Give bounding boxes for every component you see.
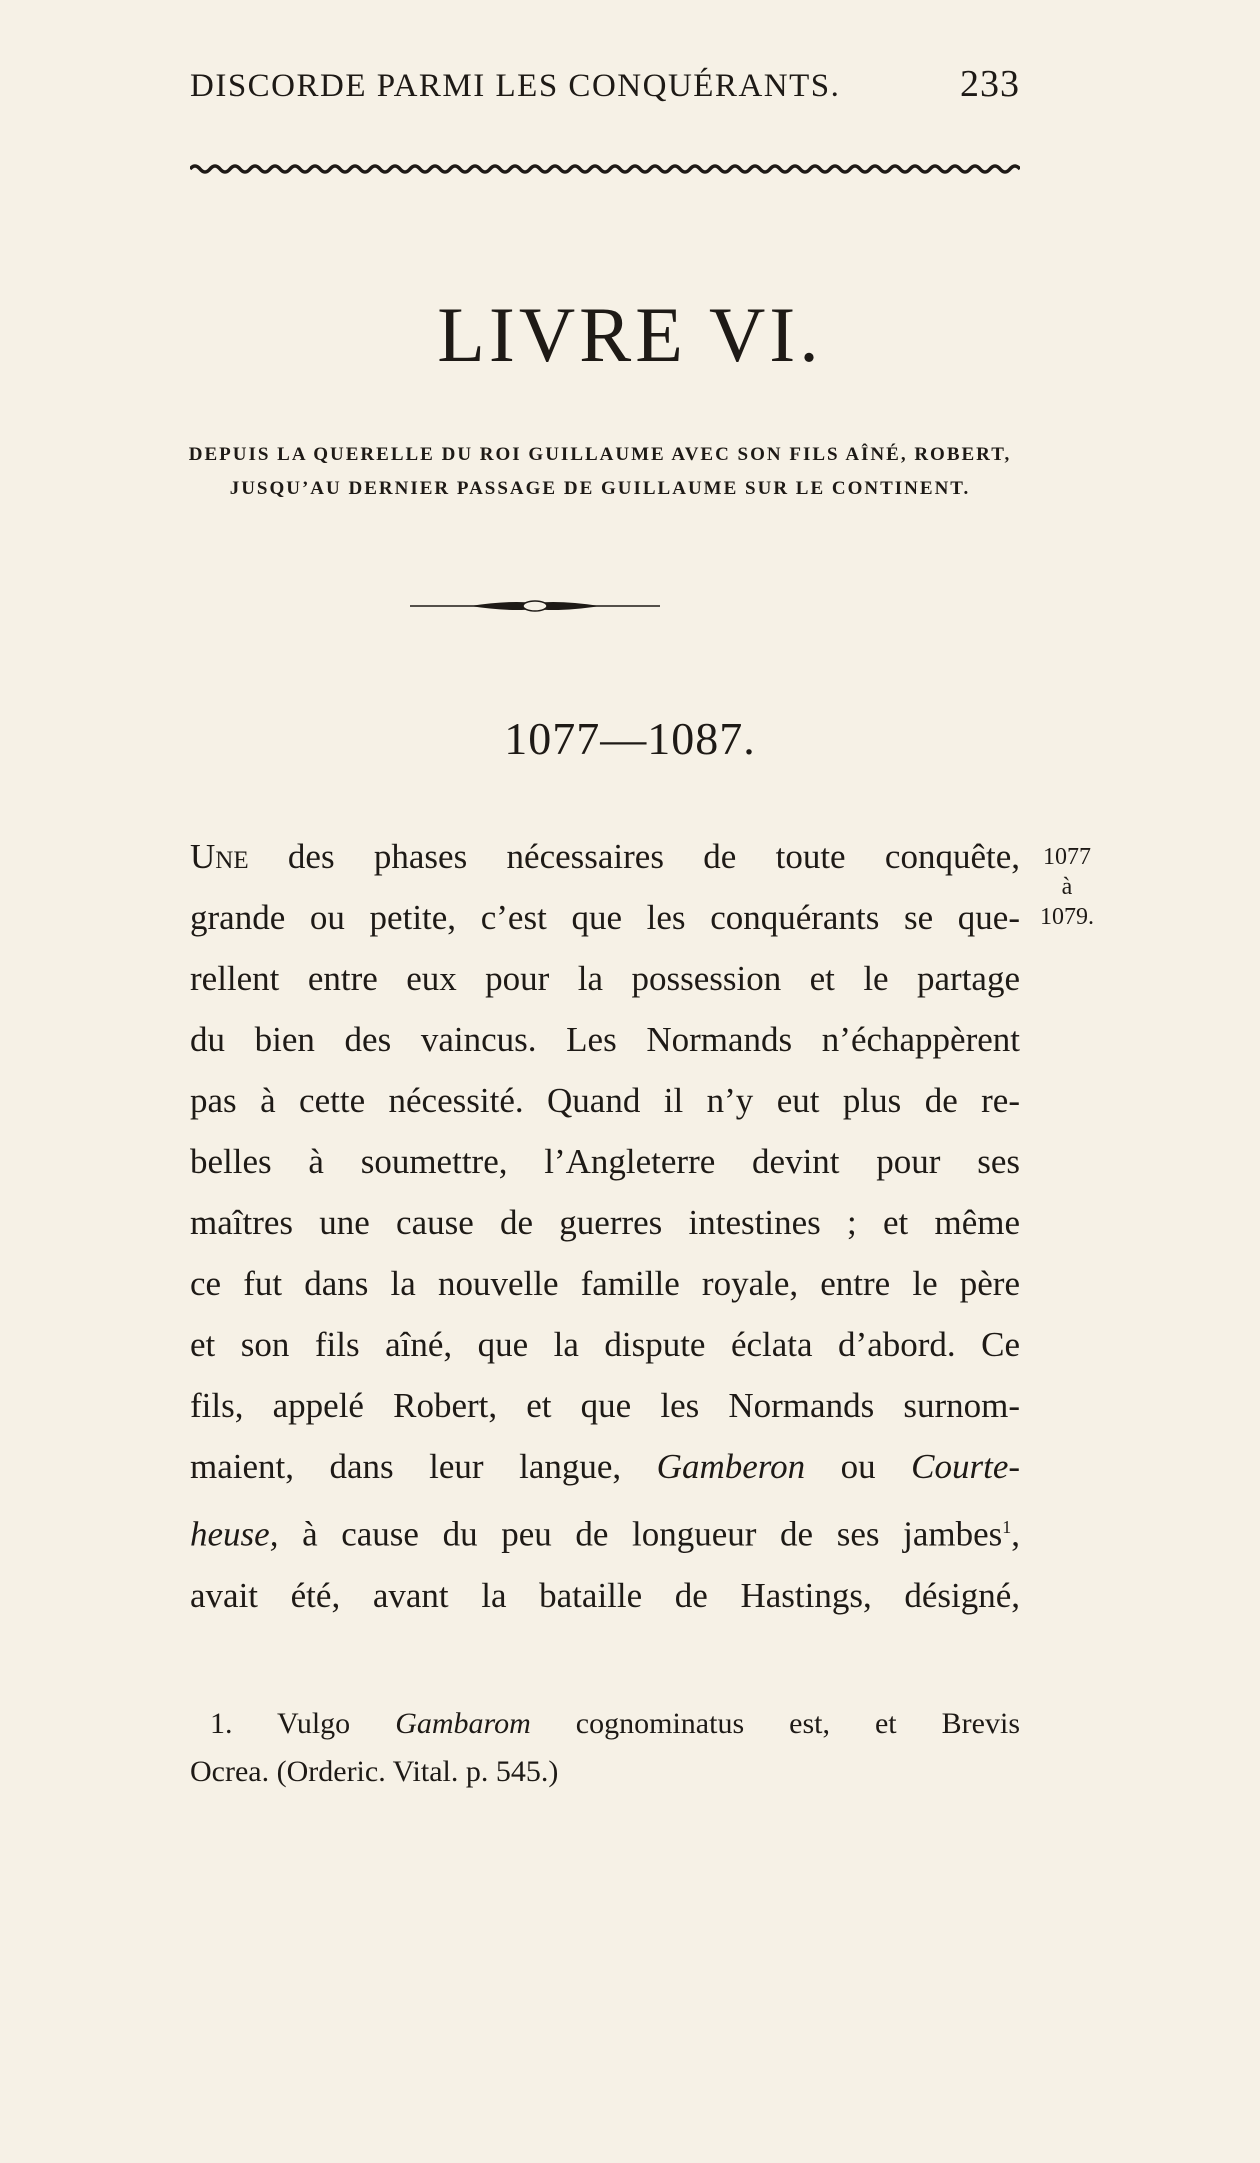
margin-note-to: 1079. <box>1040 904 1094 930</box>
running-head-title: DISCORDE PARMI LES CONQUÉRANTS. <box>190 68 841 104</box>
date-range: 1077—1087. <box>504 713 756 764</box>
running-head <box>190 62 1020 106</box>
italic-term: Gambarom <box>395 1707 531 1740</box>
body-line: pas à cette nécessité. Quand il n’y eut plus de re- <box>190 1081 1020 1120</box>
body-line: maîtres une cause de guerres intestines ; et même <box>190 1203 1020 1242</box>
footnote-marker: 1. <box>210 1707 233 1740</box>
initial-word: Une <box>190 837 249 876</box>
page-number: 233 <box>960 63 1020 105</box>
italic-term: Courte- <box>911 1447 1021 1486</box>
italic-term: Gamberon <box>656 1447 806 1486</box>
body-line: et son fils aîné, que la dispute éclata d’abord. Ce <box>190 1325 1020 1364</box>
body-line: rellent entre eux pour la possession et le partage <box>190 959 1020 998</box>
book-title: LIVRE VI. <box>437 291 823 378</box>
margin-note-from: 1077 <box>1043 844 1091 870</box>
book-subtitle <box>150 438 1050 506</box>
margin-note <box>1032 842 1102 932</box>
footnote-reference[interactable]: 1 <box>1002 1517 1012 1537</box>
margin-note-to-word: à <box>1061 874 1073 900</box>
subtitle-line-2: JUSQU’AU DERNIER PASSAGE DE GUILLAUME SUR LE CONTINENT. <box>229 478 971 499</box>
italic-term: heuse, <box>190 1514 279 1554</box>
body-line: Une des phases nécessaires de toute conquête, <box>190 837 1020 876</box>
footnote <box>190 1700 1020 1796</box>
body-line: avait été, avant la bataille de Hastings, désigné, <box>190 1575 1020 1615</box>
body-line: heuse, à cause du peu de longueur de ses jambes$^1$, <box>190 1514 1020 1554</box>
subtitle-line-1: DEPUIS LA QUERELLE DU ROI GUILLAUME AVEC SON FILS AÎNÉ, ROBERT, <box>188 444 1012 465</box>
body-line: grande ou petite, c’est que les conquérants se que- <box>190 898 1020 937</box>
body-line: maient, dans leur langue, Gamberon ou Courte- <box>190 1447 1021 1486</box>
ornamental-rule <box>190 162 1020 176</box>
body-paragraph <box>190 826 1020 1626</box>
body-line: belles à soumettre, l’Angleterre devint pour ses <box>190 1142 1020 1181</box>
body-line: ce fut dans la nouvelle famille royale, entre le père <box>190 1264 1020 1303</box>
body-line: fils, appelé Robert, et que les Normands surnom- <box>190 1386 1020 1425</box>
footnote-line: Ocrea. (Orderic. Vital. p. 545.) <box>190 1755 559 1788</box>
body-line: du bien des vaincus. Les Normands n’échappèrent <box>190 1020 1020 1059</box>
footnote-line: 1. Vulgo Gambarom cognominatus est, et Brevis <box>210 1707 1020 1740</box>
ornament-divider <box>410 598 660 614</box>
